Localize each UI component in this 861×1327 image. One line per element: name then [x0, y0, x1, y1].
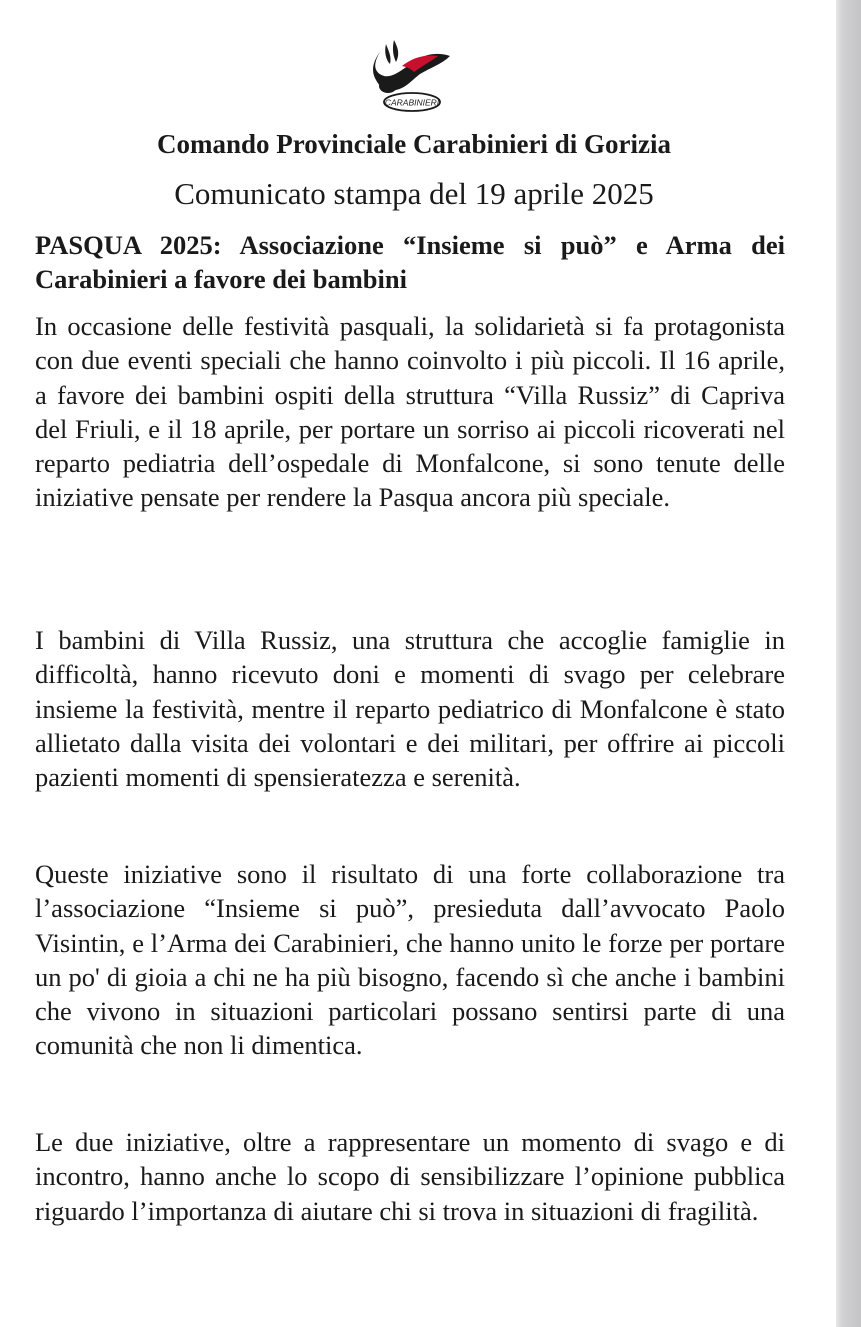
headline: PASQUA 2025: Associazione “Insieme si può” e Arma dei Carabinieri a favore dei bambini: [35, 230, 785, 294]
organization-title: Comando Provinciale Carabinieri di Gorizia: [157, 129, 671, 159]
carabinieri-flame-icon: [366, 38, 458, 120]
right-edge-margin: [836, 0, 861, 1327]
svg-text:CARABINIERI: CARABINIERI: [384, 97, 440, 108]
body-paragraph-3: Queste iniziative sono il risultato di una forte collaborazione tra l’associazione “Insieme si può”, presieduta dall’avvocato Paolo Visintin, e l’Arma dei Carabinieri, che hanno unito le forze per portare un po' di gioia a chi ne ha più bisogno, facendo sì che anche i bambini che vivono in situazioni particolari possano sentirsi parte di una comunità che non li dimentica.: [35, 859, 785, 1061]
body-paragraph-1: In occasione delle festività pasquali, la solidarietà si fa protagonista con due eventi speciali che hanno coinvolto i più piccoli. Il 16 aprile, a favore dei bambini ospiti della struttura “Villa Russiz” di Capriva del Friuli, e il 18 aprile, per portare un sorriso ai piccoli ricoverati nel reparto pediatria dell’ospedale di Monfalcone, si sono tenute delle iniziative pensate per rendere la Pasqua ancora più speciale.: [35, 311, 785, 513]
body-paragraph-2: I bambini di Villa Russiz, una struttura che accoglie famiglie in difficoltà, hanno ricevuto doni e momenti di svago per celebrare insieme la festività, mentre il reparto pediatrico di Monfalcone è stato allietato dalla visita dei volontari e dei militari, per offrire ai piccoli pazienti momenti di spensieratezza e serenità.: [35, 625, 785, 793]
carabinieri-logo: [366, 38, 458, 120]
body-paragraph-4: Le due iniziative, oltre a rappresentare un momento di svago e di incontro, hanno anche lo scopo di sensibilizzare l’opinione pubblica riguardo l’importanza di aiutare chi si trova in situazioni di fragilità.: [35, 1127, 785, 1226]
press-release-date: Comunicato stampa del 19 aprile 2025: [174, 176, 654, 211]
